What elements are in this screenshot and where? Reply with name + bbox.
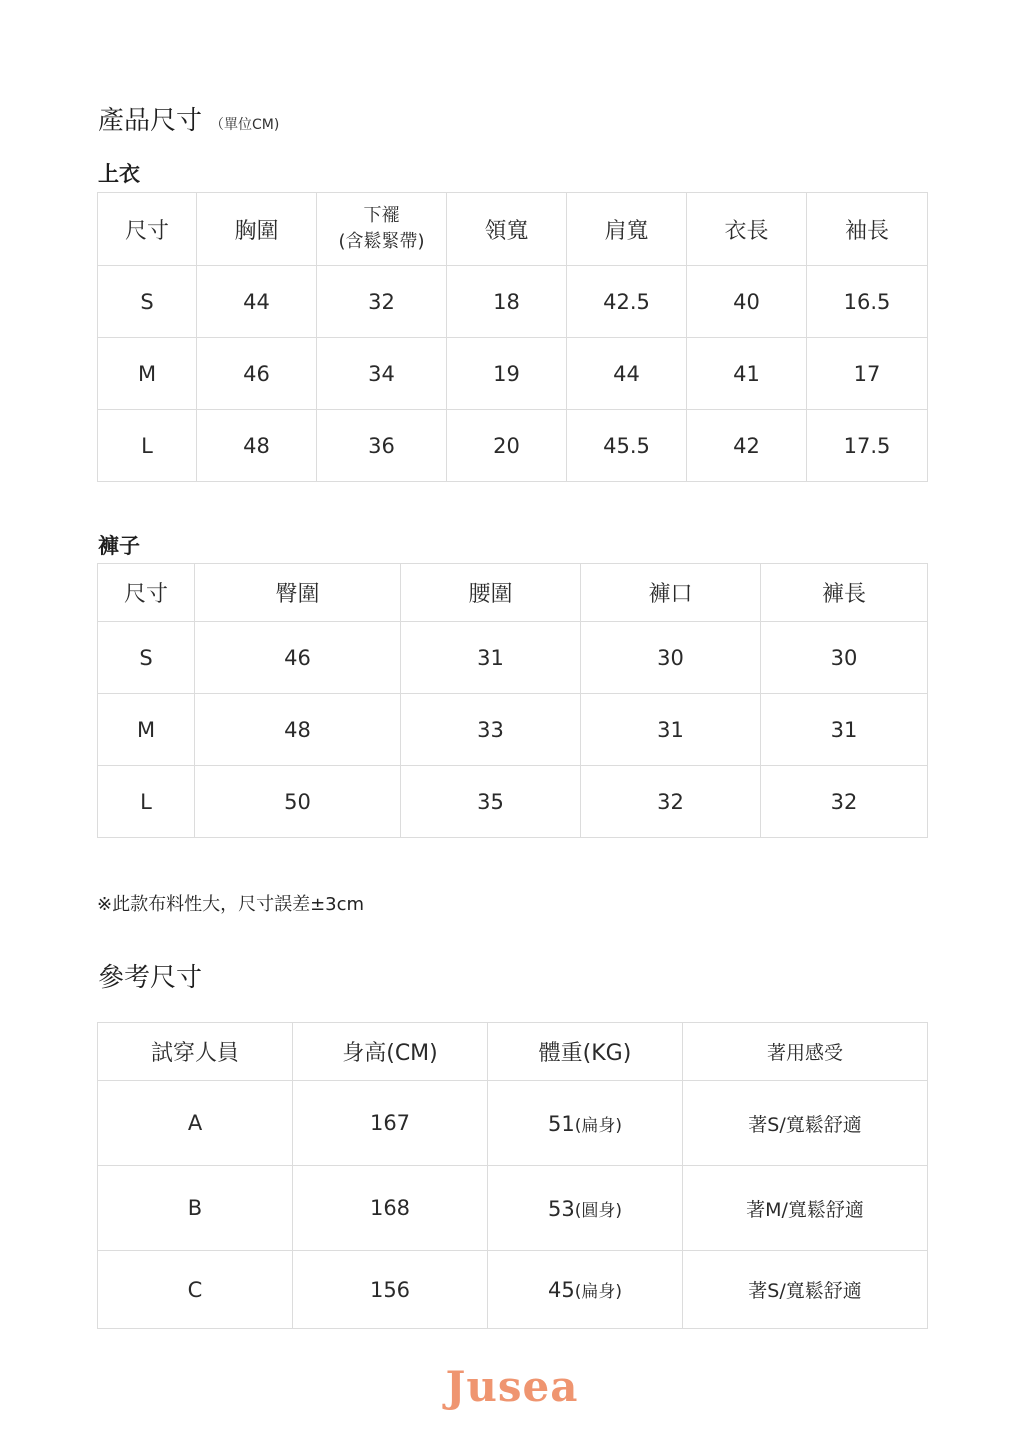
header-cell: 褲口: [581, 564, 761, 622]
table-cell: 41: [687, 338, 807, 410]
table-cell: 44: [197, 266, 317, 338]
table-row: [98, 338, 928, 410]
body-shape: (扁身): [574, 1115, 622, 1136]
header-cell: 體重(KG): [488, 1023, 683, 1081]
header-cell: 褲長: [761, 564, 928, 622]
page-title-text: 產品尺寸: [98, 106, 203, 136]
table-cell: 32: [317, 266, 447, 338]
header-cell: 胸圍: [197, 193, 317, 266]
size-cell: M: [98, 338, 197, 410]
header-line: 下襬: [363, 205, 400, 226]
header-cell: 尺寸: [98, 193, 197, 266]
feel-cell: 著M/寬鬆舒適: [683, 1166, 928, 1251]
table-cell: 16.5: [807, 266, 928, 338]
header-cell: 袖長: [807, 193, 928, 266]
size-cell: S: [98, 266, 197, 338]
reference-title: 參考尺寸: [98, 963, 203, 993]
page-title: [98, 100, 279, 137]
table-cell: 36: [317, 410, 447, 482]
header-line: (含鬆緊帶): [338, 231, 425, 252]
table-row: [98, 766, 928, 838]
table-header-row: [98, 564, 928, 622]
header-cell: 領寬: [447, 193, 567, 266]
table-cell: 31: [761, 694, 928, 766]
top-size-table: [97, 192, 928, 482]
height-cell: 168: [293, 1166, 488, 1251]
header-cell: 試穿人員: [98, 1023, 293, 1081]
table-cell: 48: [197, 410, 317, 482]
size-cell: M: [98, 694, 195, 766]
feel-cell: 著S/寬鬆舒適: [683, 1251, 928, 1329]
person-cell: B: [98, 1166, 293, 1251]
table-row: [98, 1251, 928, 1329]
table-cell: 32: [581, 766, 761, 838]
table-cell: 44: [567, 338, 687, 410]
table-cell: 46: [195, 622, 401, 694]
header-cell: 腰圍: [401, 564, 581, 622]
person-cell: C: [98, 1251, 293, 1329]
table-cell: 42.5: [567, 266, 687, 338]
height-cell: 156: [293, 1251, 488, 1329]
header-cell: 臀圍: [195, 564, 401, 622]
weight-cell: [488, 1251, 683, 1329]
pants-section-label: 褲子: [98, 534, 140, 558]
table-cell: 31: [401, 622, 581, 694]
table-row: [98, 410, 928, 482]
person-cell: A: [98, 1081, 293, 1166]
table-cell: 50: [195, 766, 401, 838]
header-cell: 著用感受: [683, 1023, 928, 1081]
header-cell: 衣長: [687, 193, 807, 266]
table-cell: 17.5: [807, 410, 928, 482]
table-cell: 45.5: [567, 410, 687, 482]
height-cell: 167: [293, 1081, 488, 1166]
size-cell: L: [98, 766, 195, 838]
header-cell: 肩寬: [567, 193, 687, 266]
reference-table: [97, 1022, 928, 1329]
table-cell: 20: [447, 410, 567, 482]
pants-size-table: [97, 563, 928, 838]
table-cell: 17: [807, 338, 928, 410]
size-cell: L: [98, 410, 197, 482]
table-row: [98, 1166, 928, 1251]
body-shape: (扁身): [574, 1282, 622, 1302]
table-row: [98, 266, 928, 338]
header-cell: 身高(CM): [293, 1023, 488, 1081]
weight-value: 45: [548, 1278, 575, 1302]
table-cell: 18: [447, 266, 567, 338]
header-cell: [317, 193, 447, 266]
table-cell: 30: [581, 622, 761, 694]
table-cell: 48: [195, 694, 401, 766]
table-row: [98, 694, 928, 766]
table-cell: 35: [401, 766, 581, 838]
table-row: [98, 1081, 928, 1166]
table-cell: 19: [447, 338, 567, 410]
table-cell: 30: [761, 622, 928, 694]
table-cell: 32: [761, 766, 928, 838]
unit-label: （單位CM): [210, 117, 280, 133]
top-section-label: 上衣: [98, 162, 140, 186]
weight-cell: [488, 1081, 683, 1166]
body-shape: (圓身): [574, 1200, 622, 1221]
table-cell: 31: [581, 694, 761, 766]
weight-value: 53: [548, 1196, 575, 1221]
table-cell: 33: [401, 694, 581, 766]
weight-value: 51: [548, 1111, 575, 1136]
tolerance-note: ※此款布料性大，尺寸誤差±3cm: [97, 894, 365, 915]
table-header-row: [98, 1023, 928, 1081]
table-header-row: [98, 193, 928, 266]
table-cell: 40: [687, 266, 807, 338]
table-cell: 46: [197, 338, 317, 410]
feel-cell: 著S/寬鬆舒適: [683, 1081, 928, 1166]
header-cell: 尺寸: [98, 564, 195, 622]
table-row: [98, 622, 928, 694]
weight-cell: [488, 1166, 683, 1251]
table-cell: 34: [317, 338, 447, 410]
table-cell: 42: [687, 410, 807, 482]
brand-logo: Jusea: [445, 1362, 579, 1411]
size-cell: S: [98, 622, 195, 694]
